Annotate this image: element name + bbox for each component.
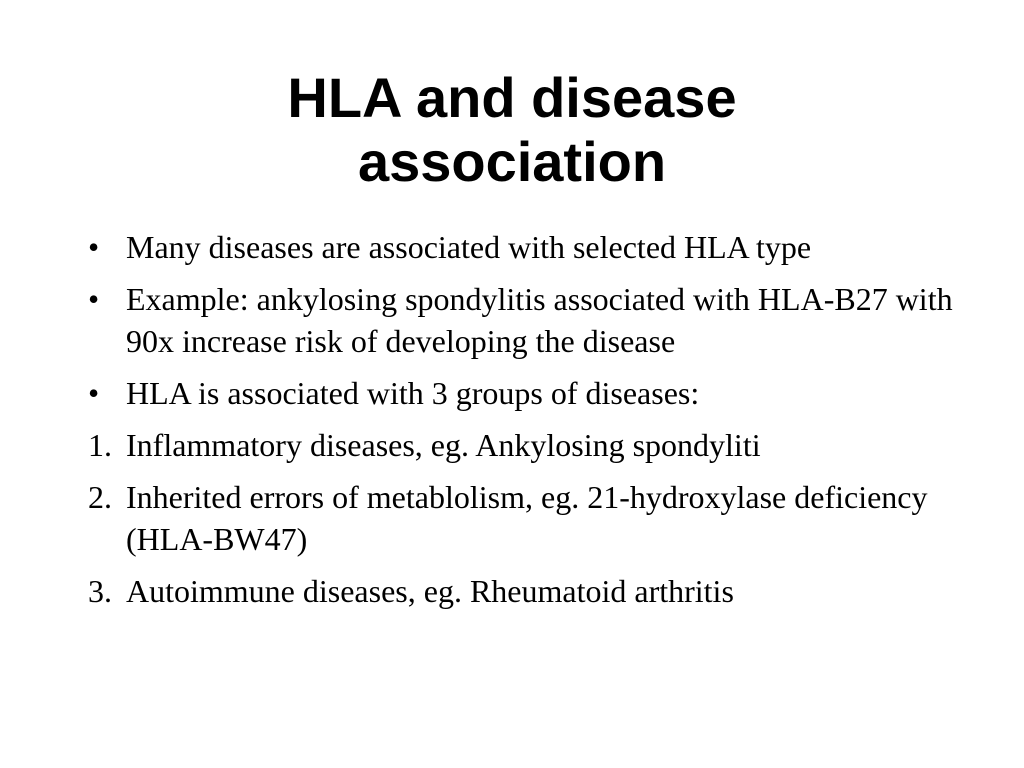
slide-title: [0, 66, 1024, 194]
bullet-text: Example: ankylosing spondylitis associated with HLA-B27 with 90x increase risk of developing the disease: [126, 281, 953, 359]
number-marker: 2.: [88, 479, 112, 515]
number-marker: 3.: [88, 573, 112, 609]
slide-body-list: [88, 226, 968, 622]
numbered-item: [88, 476, 968, 560]
number-marker: 1.: [88, 427, 112, 463]
bullet-marker: •: [88, 281, 100, 317]
bullet-item: [88, 226, 968, 268]
bullet-text: HLA is associated with 3 groups of diseases:: [126, 375, 700, 411]
bullet-text: Many diseases are associated with selected HLA type: [126, 229, 812, 265]
bullet-item: [88, 372, 968, 414]
slide-title-line-2: association: [357, 130, 667, 193]
numbered-item: [88, 570, 968, 612]
numbered-text: Inflammatory diseases, eg. Ankylosing spondyliti: [126, 427, 761, 463]
bullet-marker: •: [88, 375, 100, 411]
bullet-marker: •: [88, 229, 100, 265]
numbered-text: Inherited errors of metablolism, eg. 21-hydroxylase deficiency (HLA-BW47): [126, 479, 928, 557]
bullet-item: [88, 278, 968, 362]
numbered-item: [88, 424, 968, 466]
slide-title-line-1: HLA and disease: [287, 66, 737, 129]
numbered-text: Autoimmune diseases, eg. Rheumatoid arthritis: [126, 573, 734, 609]
